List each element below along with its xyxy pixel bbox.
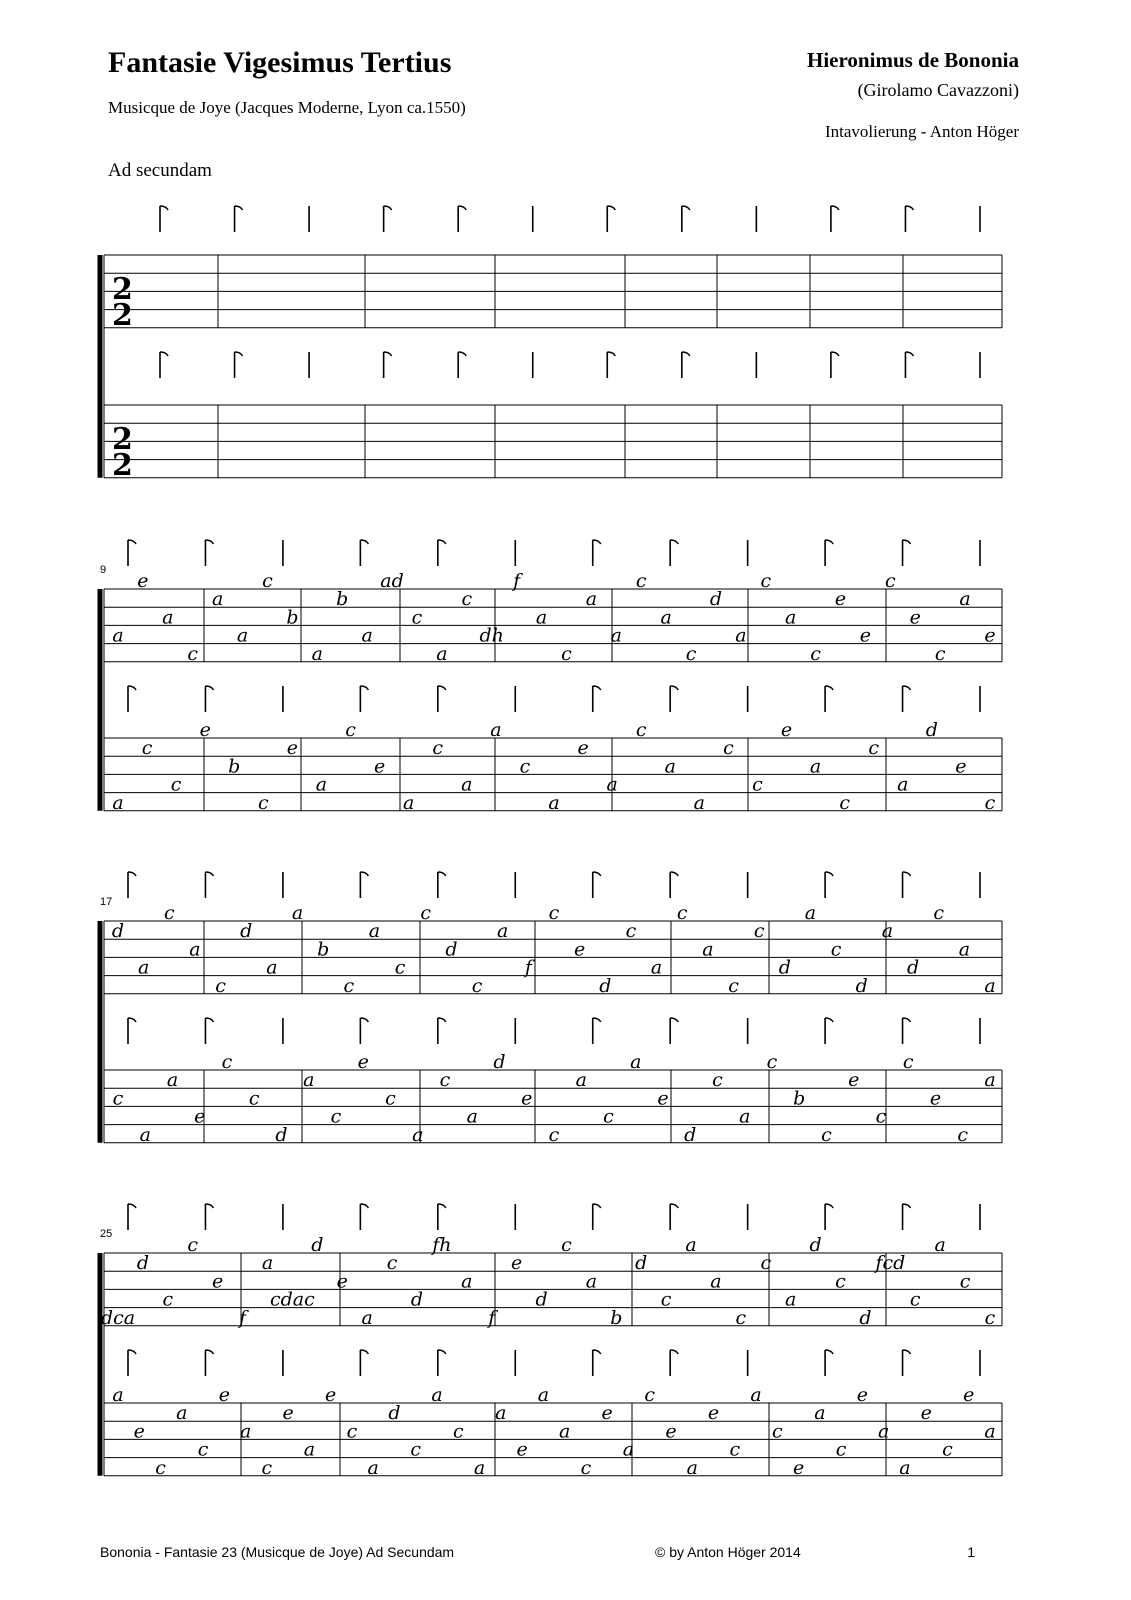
rhythm-flag [438, 872, 446, 876]
rhythm-flag [670, 686, 678, 690]
tab-letter: c [385, 1087, 396, 1110]
rhythm-flag [360, 1018, 368, 1022]
tab-letter: a [686, 1456, 698, 1479]
rhythm-flag [825, 872, 833, 876]
tab-letter: e [920, 1402, 932, 1425]
tab-letter: a [315, 773, 328, 796]
rhythm-flag [670, 1018, 678, 1022]
tab-letter: c [625, 920, 637, 943]
tab-letter: a [630, 1051, 642, 1073]
tab-letter: e [218, 1384, 230, 1406]
rhythm-flag [205, 1350, 213, 1354]
tab-letter: c [603, 1105, 614, 1128]
tab-letter: c [685, 642, 697, 665]
tab-letter: a [367, 1456, 379, 1479]
tab-letter: d [111, 920, 125, 943]
tab-letter: c [760, 570, 772, 592]
tab-letter: b [228, 755, 241, 778]
rhythm-flag [384, 352, 392, 356]
rhythm-flag [682, 352, 690, 356]
rhythm-flag [670, 1204, 678, 1208]
tab-letter: c [471, 974, 483, 997]
tab-letter: e [984, 624, 996, 647]
tab-letter: e [848, 1069, 860, 1092]
tab-letter: a [466, 1105, 478, 1128]
tab-letter: e [665, 1420, 677, 1443]
measure-number: 9 [100, 564, 107, 576]
tab-letter: c [519, 755, 531, 778]
tab-letter: a [535, 606, 548, 629]
time-signature-lower: 2 [112, 298, 133, 333]
tab-letter: c [346, 1420, 358, 1443]
rhythm-flag [607, 352, 615, 356]
tab-letter: a [785, 1288, 797, 1311]
tab-letter: e [194, 1105, 206, 1128]
tab-letter: c [163, 902, 175, 924]
tab-letter: a [112, 791, 124, 814]
rhythm-flag [903, 1018, 911, 1022]
tab-letter: dh [479, 624, 504, 647]
tab-letter: a [239, 1420, 252, 1443]
tab-letter: e [137, 570, 149, 592]
rhythm-flag [593, 872, 601, 876]
tab-letter: c [835, 1438, 847, 1461]
rhythm-flag [825, 1350, 833, 1354]
rhythm-flag [205, 686, 213, 690]
tab-letter: c [420, 902, 432, 924]
rhythm-flag [682, 206, 690, 210]
tab-letter: a [495, 1402, 507, 1425]
tab-letter: a [739, 1105, 751, 1128]
tab-letter: c [752, 773, 763, 796]
tab-letter: e [516, 1438, 528, 1461]
tab-letter: a [750, 1384, 762, 1406]
tab-letter: c [984, 791, 996, 814]
tab-letter: a [537, 1384, 550, 1406]
tab-letter: e [856, 1384, 869, 1406]
tab-letter: c [411, 606, 423, 629]
tab-letter: a [804, 902, 817, 924]
tab-letter: f [488, 1306, 496, 1329]
tab-letter: a [785, 606, 797, 629]
rhythm-flag [384, 206, 392, 210]
tab-letter: d [709, 588, 723, 611]
tab-letter: e [199, 719, 211, 741]
rhythm-flag [903, 1204, 911, 1208]
tab-letter: a [303, 1069, 315, 1092]
tab-letter: b [286, 606, 299, 629]
rhythm-flag [438, 1018, 446, 1022]
tab-letter: a [473, 1456, 486, 1479]
tab-letter: a [650, 956, 663, 979]
rhythm-flag [360, 540, 368, 544]
tab-letter: d [388, 1402, 401, 1425]
rhythm-flag [360, 872, 368, 876]
tab-letter: a [291, 902, 304, 924]
tab-letter: c [875, 1105, 887, 1128]
tab-letter: c [942, 1438, 953, 1461]
tab-letter: a [959, 588, 971, 611]
tab-letter: e [859, 624, 872, 647]
tab-letter: e [212, 1270, 224, 1293]
tab-letter: c [635, 570, 647, 592]
tab-letter: a [606, 773, 618, 796]
tab-letter: b [610, 1306, 623, 1329]
tab-letter: a [497, 920, 509, 943]
tab-letter: c [386, 1252, 398, 1275]
tab-letter: a [958, 938, 971, 961]
tab-letter: d [240, 920, 253, 943]
rhythm-flag [831, 206, 839, 210]
tab-letter: c [170, 773, 182, 796]
tab-letter: c [728, 974, 739, 997]
tab-letter: a [162, 606, 174, 629]
tab-letter: a [137, 956, 150, 979]
rhythm-flag [128, 686, 136, 690]
tab-letter: f [524, 956, 532, 979]
tab-letter: c [187, 1234, 199, 1256]
tab-letter: e [373, 755, 386, 778]
time-signature-lower: 2 [112, 448, 133, 483]
tab-letter: a [261, 1252, 274, 1275]
tab-letter: e [601, 1402, 613, 1425]
tab-letter: a [189, 938, 201, 961]
tab-letter: c [885, 570, 896, 592]
tab-letter: c [261, 1456, 273, 1479]
tab-letter: c [644, 1384, 656, 1406]
tab-letter: c [548, 902, 560, 924]
tab-letter: a [436, 642, 448, 665]
tab-letter: c [771, 1420, 783, 1443]
tab-letter: a [112, 1384, 124, 1406]
rhythm-flag [360, 686, 368, 690]
rhythm-flag [160, 352, 168, 356]
tab-letter: d [445, 938, 458, 961]
tab-letter: c [868, 737, 880, 760]
rhythm-flag [235, 206, 243, 210]
rhythm-flag [438, 540, 446, 544]
tab-letter: a [984, 974, 996, 997]
tab-letter: c [452, 1420, 464, 1443]
tab-letter: e [577, 737, 589, 760]
tab-letter: a [610, 624, 622, 647]
tab-letter: e [834, 588, 847, 611]
tab-letter: a [814, 1402, 826, 1425]
tab-letter: d [906, 956, 920, 979]
tab-letter: c [432, 737, 444, 760]
tab-letter: e [929, 1087, 942, 1110]
rhythm-flag [593, 540, 601, 544]
tab-letter: c [330, 1105, 342, 1128]
tab-letter: a [899, 1456, 911, 1479]
tab-letter: a [112, 624, 124, 647]
rhythm-flag [903, 686, 911, 690]
tab-letter: c [345, 719, 356, 741]
tab-letter: c [735, 1306, 747, 1329]
footer-copyright: © by Anton Höger 2014 [655, 1544, 801, 1560]
tab-letter: e [955, 755, 967, 778]
tab-letter: a [461, 1270, 473, 1293]
tab-letter: e [657, 1087, 669, 1110]
tab-letter: c [162, 1288, 174, 1311]
tab-letter: e [521, 1087, 533, 1110]
rhythm-flag [831, 352, 839, 356]
tab-letter: c [561, 1234, 572, 1256]
tab-letter: a [877, 1420, 890, 1443]
tab-letter: c [821, 1123, 832, 1146]
tab-letter: a [660, 606, 672, 629]
footer-left-text: Bononia - Fantasie 23 (Musicque de Joye) Ad Secundam [100, 1544, 455, 1560]
tab-letter: c [343, 974, 355, 997]
tab-letter: a [710, 1270, 722, 1293]
tab-letter: a [303, 1438, 316, 1461]
tab-letter: c [729, 1438, 741, 1461]
tab-letter: e [511, 1252, 523, 1275]
rhythm-flag [128, 1204, 136, 1208]
measure-number: 25 [100, 1228, 113, 1240]
tab-letter: a [403, 791, 415, 814]
rhythm-flag [235, 352, 243, 356]
tab-letter: a [664, 755, 676, 778]
tab-letter: a [548, 791, 560, 814]
rhythm-flag [593, 1350, 601, 1354]
tab-letter: fcd [875, 1252, 906, 1275]
tab-letter: a [490, 719, 502, 741]
tab-letter: a [166, 1069, 179, 1092]
rhythm-flag [128, 872, 136, 876]
tab-letter: d [925, 719, 938, 741]
rhythm-flag [593, 686, 601, 690]
rhythm-flag [438, 686, 446, 690]
tab-letter: c [830, 938, 842, 961]
rhythm-flag [903, 872, 911, 876]
tab-letter: c [561, 642, 572, 665]
tab-letter: c [934, 642, 946, 665]
rhythm-flag [903, 1350, 911, 1354]
tab-letter: c [902, 1051, 914, 1073]
tab-letter: c [262, 570, 273, 592]
rhythm-flag [360, 1350, 368, 1354]
rhythm-flag [205, 1018, 213, 1022]
tab-letter: d [635, 1252, 648, 1275]
tab-letter: a [622, 1438, 635, 1461]
tab-letter: a [809, 755, 822, 778]
tab-letter: c [258, 791, 269, 814]
tab-letter: c [660, 1288, 672, 1311]
tab-letter: d [493, 1051, 506, 1073]
rhythm-flag [205, 872, 213, 876]
tab-letter: b [793, 1087, 806, 1110]
tab-letter: c [984, 1306, 996, 1329]
tab-letter: a [311, 642, 323, 665]
tab-letter: a [585, 588, 598, 611]
tab-letter: f [513, 570, 521, 592]
tab-letter: c [155, 1456, 166, 1479]
rhythm-flag [128, 1350, 136, 1354]
tab-letter: e [963, 1384, 975, 1406]
rhythm-flag [825, 686, 833, 690]
tab-letter: a [984, 1420, 996, 1443]
rhythm-flag [458, 206, 466, 210]
tab-letter: e [909, 606, 921, 629]
tab-letter: a [361, 624, 373, 647]
rhythm-flag [903, 540, 911, 544]
rhythm-flag [128, 540, 136, 544]
tab-letter: a [984, 1069, 996, 1092]
tab-letter: fh [432, 1234, 452, 1256]
tab-letter: e [792, 1456, 805, 1479]
tab-letter: c [248, 1087, 260, 1110]
tab-letter: e [707, 1402, 720, 1425]
measure-number: 17 [100, 896, 113, 908]
tab-letter: d [859, 1306, 872, 1329]
rhythm-flag [670, 540, 678, 544]
rhythm-flag [825, 1204, 833, 1208]
arranger-credit: Intavolierung - Anton Höger [824, 122, 1019, 141]
tab-letter: c [580, 1456, 592, 1479]
tab-letter: d [410, 1288, 424, 1311]
tab-letter: c [766, 1051, 778, 1073]
tab-letter: d [136, 1252, 150, 1275]
tab-letter: c [753, 920, 765, 943]
rhythm-flag [593, 1018, 601, 1022]
rhythm-flag [905, 352, 913, 356]
tuning-note: Ad secundam [108, 160, 212, 181]
tab-letter: e [133, 1420, 145, 1443]
tab-letter: c [410, 1438, 422, 1461]
rhythm-flag [438, 1350, 446, 1354]
tab-letter: e [286, 737, 299, 760]
tab-letter: c [909, 1288, 921, 1311]
tab-letter: c [959, 1270, 971, 1293]
tab-letter: c [723, 737, 734, 760]
tab-letter: d [684, 1123, 697, 1146]
tab-letter: c [957, 1123, 969, 1146]
page-title: Fantasie Vigesimus Tertius [108, 46, 452, 79]
rhythm-flag [905, 206, 913, 210]
tab-letter: c [187, 642, 199, 665]
tab-letter: c [839, 791, 850, 814]
tab-letter: d [809, 1234, 822, 1256]
tab-letter: a [176, 1402, 188, 1425]
tab-letter: b [317, 938, 330, 961]
tab-letter: d [599, 974, 612, 997]
tab-letter: e [357, 1051, 369, 1073]
tab-letter: c [810, 642, 821, 665]
tab-letter: b [336, 588, 349, 611]
tab-letter: c [394, 956, 406, 979]
tab-letter: a [236, 624, 249, 647]
rhythm-flag [825, 1018, 833, 1022]
tab-letter: a [934, 1234, 946, 1256]
tab-letter: a [139, 1123, 151, 1146]
tab-letter: a [735, 624, 747, 647]
time-signature-upper: 2 [112, 422, 133, 457]
tab-letter: a [431, 1384, 443, 1406]
tab-letter: d [778, 956, 791, 979]
tab-letter: a [266, 956, 278, 979]
tab-letter: c [548, 1123, 560, 1146]
tab-letter: c [760, 1252, 772, 1275]
tab-letter: a [368, 920, 381, 943]
rhythm-flag [670, 1350, 678, 1354]
tab-letter: ad [380, 570, 404, 592]
tab-letter: c [197, 1438, 209, 1461]
composer-name: Hieronimus de Bononia [807, 48, 1019, 72]
tab-letter: c [141, 737, 153, 760]
rhythm-flag [670, 872, 678, 876]
tab-letter: c [676, 902, 688, 924]
tab-letter: d [311, 1234, 324, 1256]
rhythm-flag [205, 540, 213, 544]
rhythm-flag [825, 540, 833, 544]
tab-letter: e [574, 938, 586, 961]
rhythm-flag [205, 1204, 213, 1208]
tab-letter: c [712, 1069, 723, 1092]
tab-letter: c [439, 1069, 451, 1092]
tab-letter: a [693, 791, 705, 814]
rhythm-flag [458, 352, 466, 356]
tab-letter: c [635, 719, 647, 741]
page-subtitle: Musicque de Joye (Jacques Moderne, Lyon ca.1550) [108, 98, 466, 117]
tab-letter: d [275, 1123, 288, 1146]
rhythm-flag [360, 1204, 368, 1208]
tab-letter: a [585, 1270, 598, 1293]
tab-letter: e [325, 1384, 337, 1406]
tab-letter: dca [100, 1306, 136, 1329]
tab-letter: a [361, 1306, 373, 1329]
rhythm-flag [160, 206, 168, 210]
tab-letter: e [282, 1402, 294, 1425]
tab-letter: c [221, 1051, 233, 1073]
tab-letter: c [933, 902, 945, 924]
tab-letter: c [112, 1087, 124, 1110]
tab-letter: d [855, 974, 868, 997]
tab-letter: a [461, 773, 473, 796]
rhythm-flag [128, 1018, 136, 1022]
tab-letter: a [702, 938, 714, 961]
tab-letter: f [239, 1306, 247, 1329]
tab-letter: e [780, 719, 793, 741]
tab-letter: a [897, 773, 909, 796]
page-number: 1 [967, 1544, 975, 1560]
tab-letter: c [835, 1270, 846, 1293]
rhythm-flag [438, 1204, 446, 1208]
rhythm-flag [593, 1204, 601, 1208]
tab-letter: a [685, 1234, 697, 1256]
tab-letter: a [575, 1069, 587, 1092]
tab-letter: a [558, 1420, 571, 1443]
tab-letter: a [881, 920, 894, 943]
composer-alt-name: (Girolamo Cavazzoni) [857, 80, 1019, 100]
tab-letter: a [211, 588, 224, 611]
rhythm-flag [607, 206, 615, 210]
time-signature-upper: 2 [112, 272, 133, 307]
tab-letter: c [461, 588, 473, 611]
tab-letter: e [336, 1270, 348, 1293]
tab-letter: cdac [270, 1288, 315, 1311]
tab-letter: c [215, 974, 226, 997]
tab-letter: a [412, 1123, 424, 1146]
tab-letter: d [535, 1288, 548, 1311]
